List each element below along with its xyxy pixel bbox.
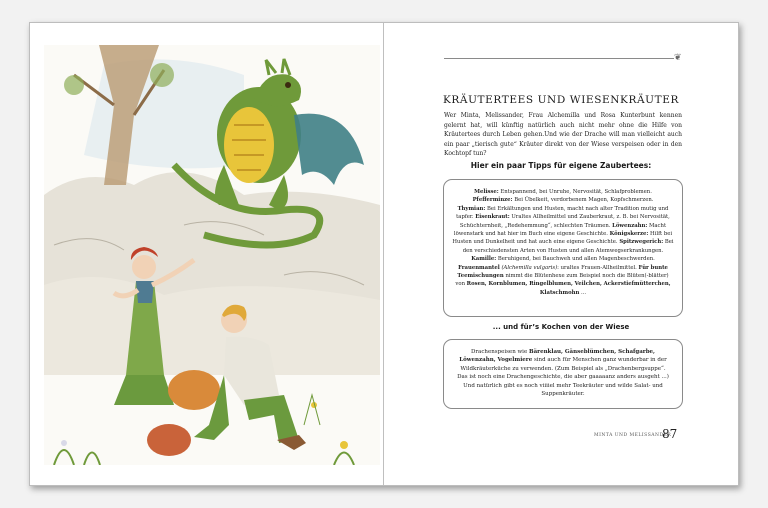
tip-name: Königskerze: — [609, 231, 649, 238]
cooking-box — [443, 339, 683, 409]
tip-text: Hilft bei Husten und Dunkelheit und hat auch eine eigene Geschichte. — [452, 231, 673, 246]
tip-name: Thymian: — [457, 205, 486, 212]
tip-name: Kamille: — [471, 256, 497, 263]
tip-name: Für bunte Teemischungen — [457, 264, 668, 280]
tea-tips-box — [443, 179, 683, 317]
tip-text: Bei Übelkeit, verdorbenem Magen, Kopfschmerzen. — [512, 197, 654, 204]
tip-name: Spitzwegerich: — [619, 239, 664, 246]
tip-latin: (Alchemilla vulgaris) — [501, 264, 558, 271]
tip-text: nimmt die Blütenhexe zum Beispiel noch die Blüten(-blätter) von — [455, 273, 669, 288]
dragon-illustration — [44, 45, 380, 465]
leaf-ornament-icon: ❦ — [674, 53, 682, 63]
cooking-p2: sind auch für Menschen ganz wunderbar in der Wildkräuterküche zu verwenden. (Zum Beispiel als „Drachenbergsuppe“. — [460, 357, 667, 372]
cooking-p3: Das ist noch eine Drachengeschichte, die aber gaaaaanz anders ausgeht ...) — [457, 374, 669, 381]
cooking-p4: Und natürlich gibt es noch viiiiel mehr Teekräuter und wilde Salat- und Suppenkräuter. — [463, 382, 663, 398]
tip-text: Uraltes Allheilmittel und Zauberkraut, z. B. bei Nervosität, Schüchternheit, „Redehemmung“, schlechten Träumen. — [459, 214, 670, 229]
tea-tips-text — [452, 188, 674, 297]
tea-tips-heading: Hier ein paar Tipps für eigene Zaubertees: — [470, 161, 652, 170]
tip-name: Melisse: — [474, 189, 499, 195]
tip-text: Beruhigend, bei Bauchweh und allen Magenbeschwerden. — [496, 256, 655, 263]
tea-end: ... — [579, 289, 587, 296]
running-footer: MINTA UND MELISSANDER — [594, 433, 672, 438]
cooking-herbs: Bärenklau, Gänseblümchen, Schafgarbe, Löwenzahn, Vogelmiere — [459, 349, 655, 364]
tip-name: Eisenkraut: — [475, 214, 510, 221]
intro-paragraph: Wer Minta, Melissander, Frau Alchemilla und Rosa Kunterbunt kennen gelernt hat, will künftig natürlich auch nicht mehr ohne die Hilfe von Kräutertees durch Leben gehen.Und wie der Drache will man vielleicht auch ein paar „tierisch gute“ Kräuter direkt von der Wiese verspeisen oder in den Kochtopf tun? — [444, 112, 682, 157]
tip-text: Macht löwenstark und hat hier im Buch eine eigene Geschichte. — [453, 222, 667, 238]
cooking-heading: ... und für’s Kochen von der Wiese — [492, 323, 630, 331]
page-number: 87 — [662, 427, 678, 441]
cooking-p1: Drachenspeisen wie — [471, 349, 529, 355]
tip-text: Entspannend, bei Unruhe, Nervosität, Schlafproblemen. — [498, 189, 652, 195]
header-rule — [444, 58, 674, 59]
tip-text: Bei den verschiedensten Arten von Husten und allen Atemwegserkrankungen. — [462, 239, 674, 254]
tip-text: : uraltes Frauen-Allheilmittel. — [557, 264, 637, 271]
page-title: KRÄUTERTEES UND WIESENKRÄUTER — [442, 94, 680, 106]
tip-name: Löwenzahn: — [612, 222, 648, 229]
cooking-text — [452, 348, 674, 398]
tip-name: Frauenmantel — [458, 264, 500, 271]
tip-text: Bei Erkältungen und Husten, macht nach alter Tradition mutig und tapfer. — [456, 205, 669, 221]
right-page — [384, 23, 738, 485]
book-spread — [29, 22, 739, 486]
left-page — [30, 23, 383, 485]
tea-flowers: Rosen, Kornblumen, Ringelblumen, Veilchen, Ackerstiefmütterchen, Klatschmohn — [466, 281, 671, 296]
tip-name: Pfefferminze: — [472, 197, 513, 204]
